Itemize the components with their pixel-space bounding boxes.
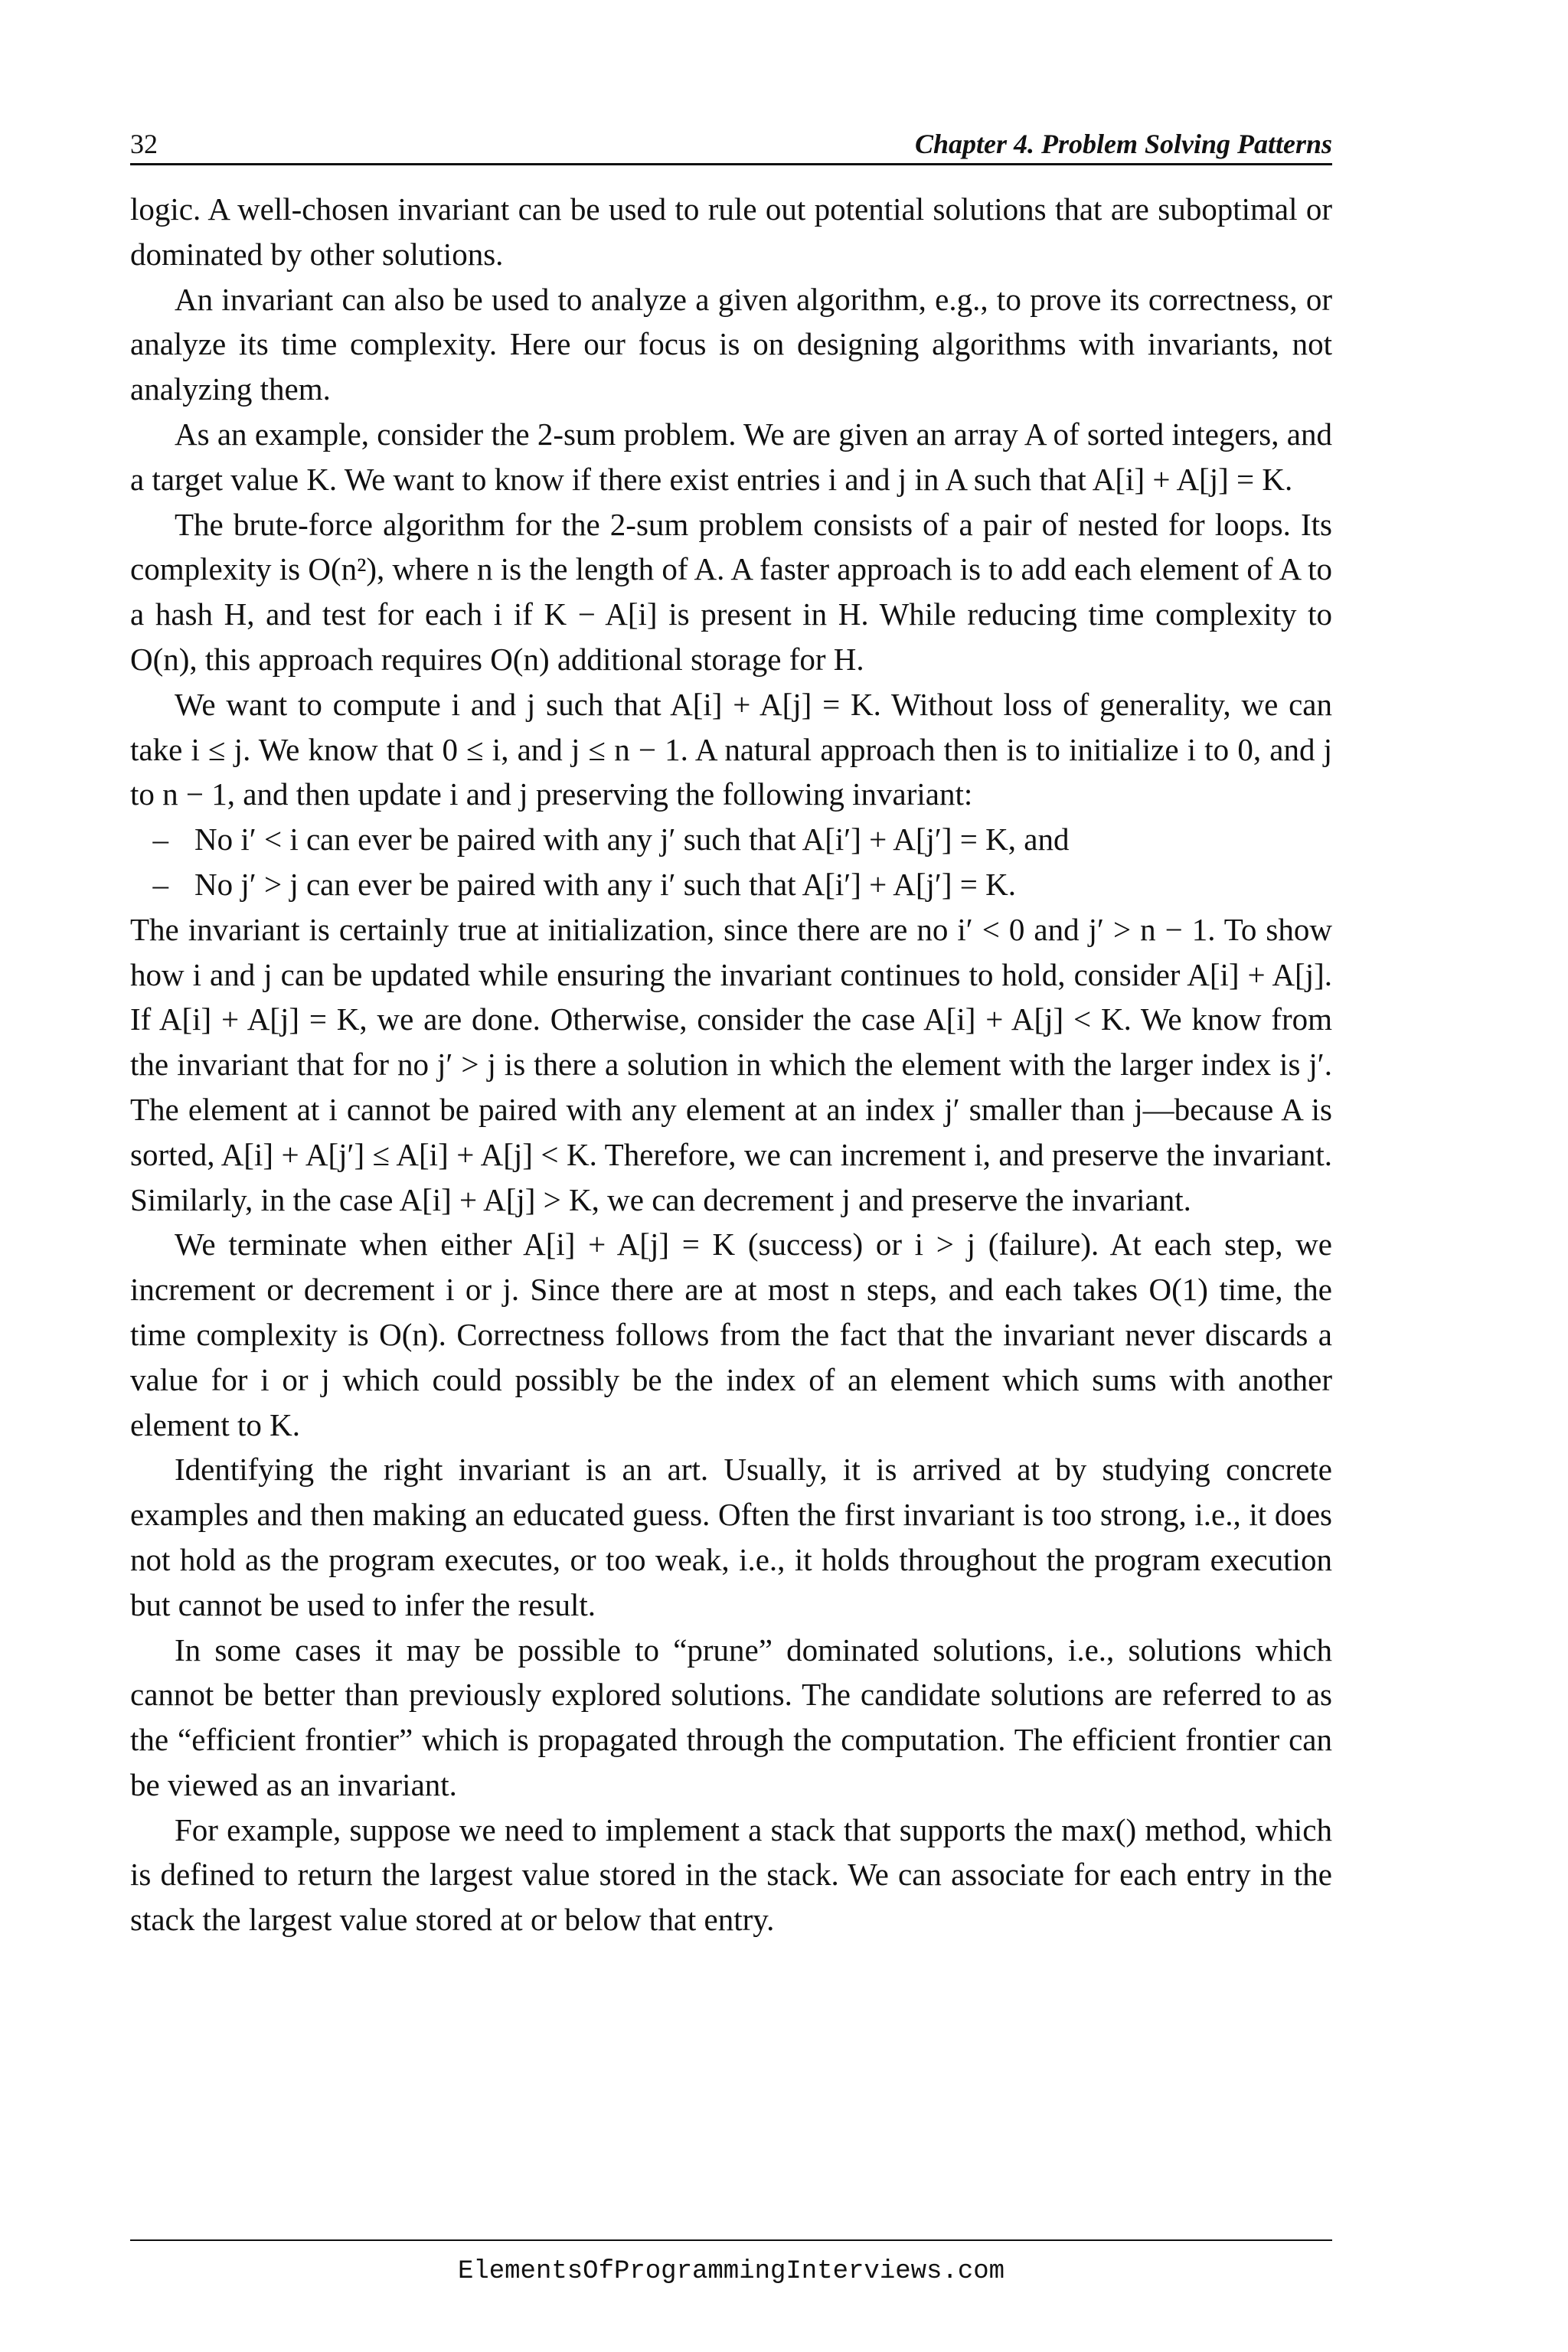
- footer-site-url: ElementsOfProgrammingInterviews.com: [457, 2257, 1005, 2286]
- body-text: [130, 187, 1332, 1942]
- invariant-list: [130, 817, 1332, 907]
- paragraph-7: We terminate when either A[i] + A[j] = K (success) or i > j (failure). At each step, we increment or decrement i or j. Since there are at most n steps, and each takes O(1) time, the time complexity is O(n). Correctness follows from the fact that the invariant never discards a value for i or j which could possibly be the index of an element which sums with another element to K.: [130, 1227, 1332, 1442]
- invariant-list-item-1: [130, 817, 1332, 862]
- invariant-list-item-2: [130, 862, 1332, 907]
- paragraph-4: The brute-force algorithm for the 2-sum problem consists of a pair of nested for loops. Its complexity is O(n²), where n is the length of A. A faster approach is to add each element of A to a hash H, and test for each i if K − A[i] is present in H. While reducing time complexity to O(n), this approach requires O(n) additional storage for H.: [130, 506, 1332, 677]
- page-number: 32: [130, 129, 158, 159]
- paragraph-8: Identifying the right invariant is an art. Usually, it is arrived at by studying concrete examples and then making an educated guess. Often the first invariant is too strong, i.e., it does not hold as the program executes, or too weak, i.e., it holds throughout the program execution but cannot be used to infer the result.: [130, 1452, 1332, 1622]
- page-footer: [130, 2239, 1332, 2287]
- paragraph-6: The invariant is certainly true at initialization, since there are no i′ < 0 and j′ > n − 1. To show how i and j can be updated while ensuring the invariant continues to hold, consider A[i] + A[j]. If A[i] + A[j] = K, we are done. Otherwise, consider the case A[i] + A[j] < K. We know from the invariant that for no j′ > j is there a solution in which the element with the larger index is j′. The element at i cannot be paired with any element at an index j′ smaller than j—because A is sorted, A[i] + A[j′] ≤ A[i] + A[j] < K. Therefore, we can increment i, and preserve the invariant. Similarly, in the case A[i] + A[j] > K, we can decrement j and preserve the invariant.: [130, 911, 1332, 1217]
- paragraph-10: For example, suppose we need to implement a stack that supports the max() method, which is defined to return the largest value stored in the stack. We can associate for each entry in the stack the largest value stored at or below that entry.: [130, 1811, 1332, 1938]
- paragraph-2: An invariant can also be used to analyze a given algorithm, e.g., to prove its correctness, or analyze its time complexity. Here our focus is on designing algorithms with invariants, not analyzing them.: [130, 281, 1332, 407]
- paragraph-9: In some cases it may be possible to “prune” dominated solutions, i.e., solutions which cannot be better than previously explored solutions. The candidate solutions are referred to as the “efficient frontier” which is propagated through the computation. The efficient frontier can be viewed as an invariant.: [130, 1632, 1332, 1802]
- paragraph-3: As an example, consider the 2-sum problem. We are given an array A of sorted integers, and a target value K. We want to know if there exist entries i and j in A such that A[i] + A[j] = K.: [130, 416, 1332, 497]
- book-page: [130, 122, 1332, 2266]
- running-head: [130, 122, 1332, 165]
- paragraph-1: logic. A well-chosen invariant can be used to rule out potential solutions that are suboptimal or dominated by other solutions.: [130, 191, 1332, 272]
- invariant-text-1: No i′ < i can ever be paired with any j′ such that A[i′] + A[j′] = K, and: [194, 822, 1070, 858]
- paragraph-5: We want to compute i and j such that A[i] + A[j] = K. Without loss of generality, we can take i ≤ j. We know that 0 ≤ i, and j ≤ n − 1. A natural approach then is to initialize i to 0, and j to n − 1, and then update i and j preserving the following invariant:: [130, 686, 1332, 812]
- invariant-text-2: No j′ > j can ever be paired with any i′ such that A[i′] + A[j′] = K.: [194, 866, 1017, 902]
- chapter-title: Chapter 4. Problem Solving Patterns: [914, 129, 1332, 159]
